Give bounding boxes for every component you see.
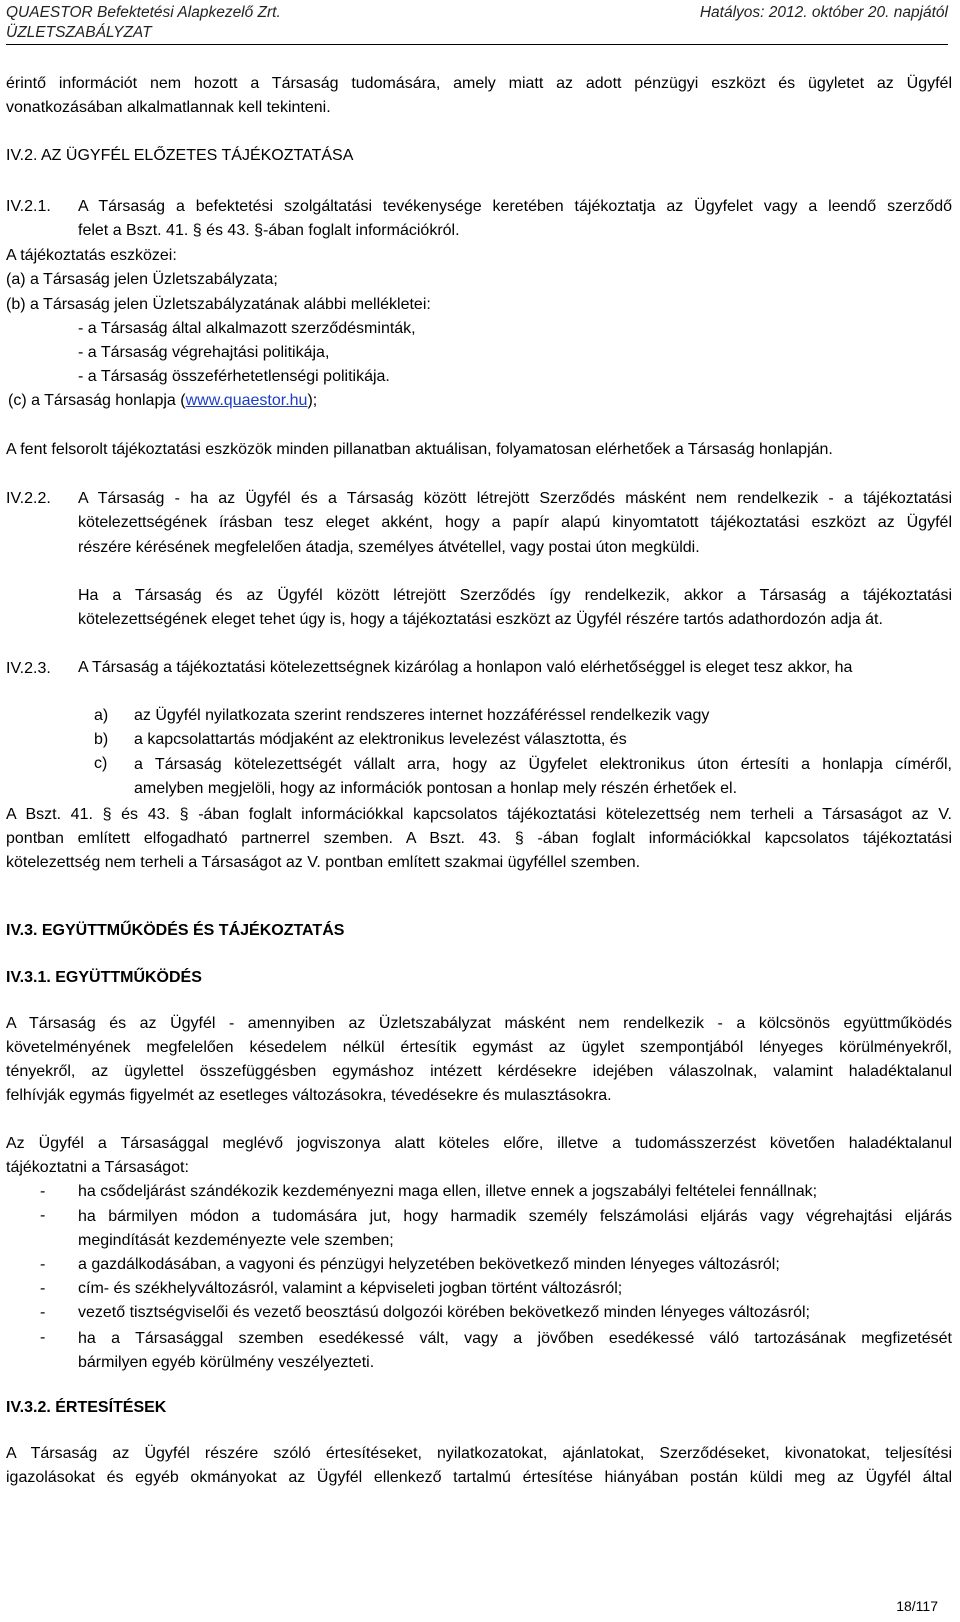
bszt-line-2: pontban említett elfogadható partnerrel szemben. A Bszt. 43. § -ában foglalt információkkal kapcsolatos tájékoztatási (6, 830, 952, 847)
paragraph-iv22-line-3: részére kérésének megfelelően átadja, személyes átvétellel, vagy postai úton megküldi. (78, 539, 700, 556)
list-item-a: az Ügyfél nyilatkozata szerint rendszeres internet hozzáféréssel rendelkezik vagy (134, 707, 710, 724)
list-dash: - (40, 1280, 46, 1297)
notices-line-2: igazolásokat és egyéb okmányokat az Ügyfél ellenkező tartalmú értesítése hiányában postán küldi meg az Ügyfél által (6, 1469, 952, 1486)
cooperation-line-1: A Társaság és az Ügyfél - amennyiben az Üzletszabályzat másként nem rendelkezik - a kölcsönös együttműködés (6, 1015, 952, 1032)
tool-c-end: ); (307, 392, 318, 409)
dash-item-4: cím- és székhelyváltozásról, valamint a képviseleti jogban történt változásról; (78, 1280, 623, 1297)
header-effective-date: Hatályos: 2012. október 20. napjától (699, 4, 948, 21)
page-header (6, 0, 948, 45)
paragraph-number: IV.2.1. (6, 198, 51, 215)
paragraph-iv22b-line-1: Ha a Társaság és az Ügyfél között létrejött Szerződés így rendelkezik, akkor a Társaság a tájékoztatási (78, 587, 952, 604)
dash-item-3: a gazdálkodásában, a vagyoni és pénzügyi helyzetében bekövetkező minden lényeges változásról; (78, 1256, 780, 1273)
list-item-c-line-2: amelyben megjelöli, hogy az információk pontosan a honlap mely részén érhetőek el. (134, 780, 738, 797)
dash-item-6-line-1: ha a Társasággal szemben esedékessé vált, vagy a jövőben esedékessé váló tartozásának megfizetését (78, 1330, 952, 1347)
paragraph-iv22b-line-2: kötelezettségének eleget tehet úgy is, hogy a tájékoztatási eszközt az Ügyfél részére tartós adathordozón adja át. (78, 611, 883, 628)
list-dash: - (40, 1304, 46, 1321)
header-document-title: ÜZLETSZABÁLYZAT (6, 24, 152, 41)
subsection-heading-iv31: IV.3.1. EGYÜTTMŰKÖDÉS (6, 969, 202, 986)
paragraph-number: IV.2.2. (6, 490, 51, 507)
client-duty-line-2: tájékoztatni a Társaságot: (6, 1159, 189, 1176)
bszt-line-3: kötelezettség nem terheli a Társaságot az V. pontban említett szakmai ügyféllel szemben. (6, 854, 641, 871)
tool-a: (a) a Társaság jelen Üzletszabályzata; (6, 271, 278, 288)
paragraph-iv22-line-2: kötelezettségének írásban tesz eleget akként, hogy a papír alapú kinyomtatott tájékoztatási eszközt az Ügyfél (78, 514, 952, 531)
section-heading-iv3: IV.3. EGYÜTTMŰKÖDÉS ÉS TÁJÉKOZTATÁS (6, 922, 345, 939)
tool-c (8, 390, 317, 412)
tools-title: A tájékoztatás eszközei: (6, 247, 177, 264)
dash-item-2-line-2: megindítását kezdeményezte vele szemben; (78, 1232, 394, 1249)
paragraph-number: IV.2.3. (6, 660, 51, 677)
tools-note: A fent felsorolt tájékoztatási eszközök minden pillanatban aktuálisan, folyamatosan elérhetőek a Társaság honlapján. (6, 441, 833, 458)
list-item-c-line-1: a Társaság kötelezettségét vállalt arra, hogy az Ügyfelet elektronikus úton értesíti a honlapja címéről, (134, 756, 952, 773)
paragraph-iv22-line-1: A Társaság - ha az Ügyfél és a Társaság között létrejött Szerződés másként nem rendelkezik - a tájékoztatási (78, 490, 952, 507)
list-marker: c) (94, 755, 108, 772)
client-duty-line-1: Az Ügyfél a Társasággal meglévő jogviszonya alatt köteles előre, illetve a tudomásszerzést követően haladéktalanul (6, 1135, 952, 1152)
section-heading-iv2: IV.2. AZ ÜGYFÉL ELŐZETES TÁJÉKOZTATÁSA (6, 147, 354, 164)
dash-item-1: ha csődeljárást szándékozik kezdeményezni maga ellen, illetve ennek a jogszabályi feltételei fennállnak; (78, 1183, 818, 1200)
notices-line-1: A Társaság az Ügyfél részére szóló értesítéseket, nyilatkozatokat, ajánlatokat, Szerződéseket, kivonatokat, teljesítési (6, 1445, 952, 1462)
website-link[interactable]: www.quaestor.hu (185, 392, 308, 409)
list-dash: - (40, 1329, 46, 1346)
paragraph-iv23-line-1: A Társaság a tájékoztatási kötelezettségnek kizárólag a honlapon való elérhetőséggel is eleget tesz akkor, ha (78, 659, 853, 676)
intro-line-1: érintő információt nem hozott a Társaság tudomására, amely miatt az adott pénzügyi eszközt és ügyletet az Ügyfél (6, 75, 952, 92)
intro-line-2: vonatkozásában alkalmatlannak kell tekinteni. (6, 99, 331, 116)
list-dash: - (40, 1207, 46, 1224)
page-number: 18/117 (896, 1598, 938, 1614)
list-item-b: a kapcsolattartás módjaként az elektronikus levelezést választotta, és (134, 731, 627, 748)
dash-item-5: vezető tisztségviselői és vezető beosztású dolgozói körében bekövetkező minden lényeges változásról; (78, 1304, 810, 1321)
list-marker: a) (94, 707, 109, 724)
subsection-heading-iv32: IV.3.2. ÉRTESÍTÉSEK (6, 1399, 167, 1416)
tool-b: (b) a Társaság jelen Üzletszabályzatának alábbi mellékletei: (6, 296, 431, 313)
header-company: QUAESTOR Befektetési Alapkezelő Zrt. (6, 4, 281, 21)
cooperation-line-3: tényekről, az ügylettel összefüggésben egymáshoz intézett kérdésekre idejében válaszolnak, valamint haladéktalanul (6, 1063, 952, 1080)
cooperation-line-4: felhívják egymás figyelmét az esetleges változásokra, tévedésekre és mulasztásokra. (6, 1087, 612, 1104)
tool-b-item-3: - a Társaság összeférhetetlenségi politikája. (78, 368, 390, 385)
list-dash: - (40, 1256, 46, 1273)
bszt-line-1: A Bszt. 41. § és 43. § -ában foglalt információkkal kapcsolatos tájékoztatási kötelezettség nem terheli a Társaságot az V. (6, 806, 952, 823)
paragraph-iv21-line-2: felet a Bszt. 41. § és 43. §-ában foglalt információkról. (78, 222, 460, 239)
list-marker: b) (94, 731, 109, 748)
tool-b-item-1: - a Társaság által alkalmazott szerződésminták, (78, 320, 416, 337)
tool-b-item-2: - a Társaság végrehajtási politikája, (78, 344, 330, 361)
list-dash: - (40, 1183, 46, 1200)
cooperation-line-2: követelményének megfelelően késedelem nélkül értesítik egymást az ügylet szempontjából lényeges körülményekről, (6, 1039, 952, 1056)
paragraph-iv21-line-1: A Társaság a befektetési szolgáltatási tevékenysége keretében tájékoztatja az Ügyfelet vagy a leendő szerződő (78, 198, 952, 215)
dash-item-6-line-2: bármilyen egyéb körülmény veszélyezteti. (78, 1354, 375, 1371)
dash-item-2-line-1: ha bármilyen módon a tudomására jut, hogy harmadik személy felszámolási eljárás vagy végrehajtási eljárás (78, 1208, 952, 1225)
tool-c-text: (c) a Társaság honlapja ( (8, 392, 186, 409)
